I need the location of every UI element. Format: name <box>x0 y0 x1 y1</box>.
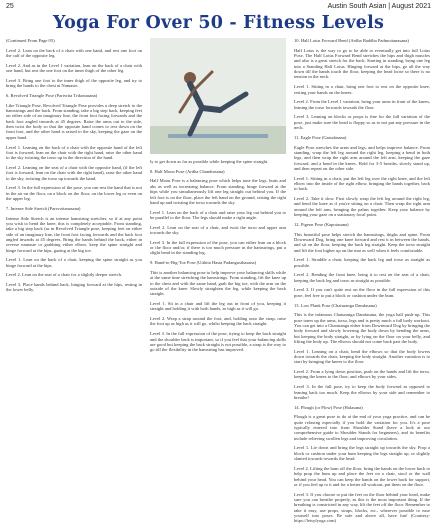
yoga-pose-photo <box>150 38 286 154</box>
article-paragraph: Level 3. Place hands behind back, hinging forward at the hips, resting in the lower belly. <box>6 282 142 293</box>
article-paragraph: Level 1. Straddle a chair, keeping the back leg and torso as straight as possible. <box>294 257 430 268</box>
article-column-1 <box>6 38 142 474</box>
article-paragraph: This beautiful pose helps stretch the hamstrings, thighs and spine. From Downward Dog, bring one knee forward and rest it in between the hands, and sit on the floor, keeping the back leg straight. Keep the torso straight and lift the foot higher up on the mat as well when it feels comfortable. <box>294 231 430 253</box>
article-paragraph: Level 3. Bring one foot to the inner thigh of the opposite leg, and try to bring the hands to the chest at Namaste. <box>6 77 142 89</box>
article-paragraph: Level 3. In the full expression of the pose, trying to keep the back straight and the shoulder back is important, so if you feel that your balancing skills are good but keeping the back straight is not possible, a strap is the way to go till the flexibility in the hamstring has improved. <box>150 331 286 353</box>
article-paragraph: Level 2. Leaning on the seat of a chair with the opposite hand, (if the left foot is forward, lean on the chair with the right hand), raise the other hand to the sky, twisting the torso up towards the hand. <box>6 164 142 181</box>
article-paragraph: Level 2. Lifting the bum off the floor, bring the hands on the lower back to help prop the bum up and place the feet on a chair, stool or the wall behind your head. You can keep the hands on the lower back for support, or if you feel up to it and for a better all workout, put them on the floor. <box>294 465 430 487</box>
article-paragraph: Level 2. Lean on the seat of a chair for a slightly deeper stretch. <box>6 272 123 278</box>
article-paragraph: Level 1. Sitting in a chair, bring one foot to rest on the opposite knee, resting your hands on the knees. <box>294 84 430 95</box>
article-paragraph: 14. Plough (or Plow) Pose (Halasana) <box>294 404 363 410</box>
article-paragraph: Level 3. If you can't quite rest on the floor in the full expression of this pose, feel free to put a block or cushion under the bum. <box>294 287 430 298</box>
article-paragraph: Level 2. Lean on the back of a chair with one hand, and rest one foot on the calf of the opposite leg. <box>6 47 142 59</box>
article-paragraph: Intense Side Stretch is an intense hamstring stretcher, so if at any point you wish to bend the knee, this is completely acceptable. From standing, take a big step back (as in Revolved Triangle pose, keeping feet on either side of an imaginary line, the front foot facing forwards and the back foot angled inwards at 45 degrees. Bring the hands behind the back, either in reverse namaste or grabbing either elbow, keep the spine straight and hinge forward at the hips, gazing at the big toe. <box>6 215 142 253</box>
article-paragraph: 7. Intense Side Stretch (Parsvottanasana) <box>6 205 81 211</box>
article-paragraph: Level 2. Take it slow. First slowly wrap the left leg around the right leg, and bend the knee as if you're sitting on a chair. Then wrap the right arm around the left arm, bringing the palms together. Keep your balance by keeping your gaze on a stationary focal point. <box>294 196 430 218</box>
article-paragraph: Level 2. Wrap a strap around the foot, and, holding onto the strap, raise the foot up as high as it will go, whilst keeping the back straight. <box>150 316 286 327</box>
article-paragraph: Level 1. Sitting in a chair, put the left leg over the right knee, and the left elbow into the inside of the right elbow, bringing the hands together, back to back. <box>294 175 430 192</box>
article-paragraph: Half Lotus is the way to go to be able to eventually get into full Lotus Pose. The Half Lotus Forward Bend stretches the hips and thigh muscles and also is a great stretch for the back. Starting in standing, bring one leg into a Standing Half Lotus. Hinging forward at the hips, go all the way down till the hands touch the floor, keeping the head loose so there is no tension in the neck. <box>294 47 430 80</box>
article-paragraph: 13. Low Plank Pose (Chaturanga Dandasana) <box>294 302 377 308</box>
article-paragraph: Level 2. Bending the front knee, bring it to rest on the seat of a chair, keeping the back leg and torso as straight as possible. <box>294 272 430 283</box>
article-paragraph: Level 1. Lean on the back of a chair and raise your leg out behind you to be parallel to the floor. The legs should make a right angle. <box>150 209 286 220</box>
article-paragraph: 11. Eagle Pose (Garudasana) <box>294 134 347 140</box>
article-paragraph: Level 1. Lie down and bring the legs straight up towards the sky. Prop a block or cushion under your bum keeping the legs straight up, or slightly slanted towards towards the head. <box>294 445 430 462</box>
article-paragraph: Half Moon Pose is a balancing pose which helps tone the legs, butts and abs as well as increasing balance. From standing, hinge forward at the hips while you simultaneously lift one leg straight out behind you. If the left foot is on the floor, place the left hand on the ground, raising the right hand up and twisting the torso towards the sky. <box>150 178 286 205</box>
article-paragraph: Level 3. In the full expression of the pose, you can either lean on a block or the floor and/or, if there is too much pressure in the hamstrings, put a slight bend in the standing leg. <box>150 239 286 256</box>
article-paragraph: Eagle Pose stretches the arms and legs, and helps improve balance. From standing, wrap the left leg around the right leg, keeping a bend in both legs, and then wrap the right arm around the left arm, keeping the gaze forward, and a bend in the knees. Hold for 3-5 breaths, slowly stand up, and then repeat on the other side. <box>294 144 430 171</box>
publication-line: Austin South Asian | August 2021 <box>327 3 431 10</box>
article-paragraph: Like Triangle Pose, Revolved Triangle Pose provides a deep stretch to the hamstrings and the back. From standing, take a big step back, keeping feet on either side of an imaginary line, the front foot facing forwards and the back foot angled inwards at 45 degrees. Raise the arms out to the side, then twist the body so that the opposite hand comes to rest down on the front foot, and the other hand is raised to the sky, keeping the gaze on the upper hand. <box>6 102 142 140</box>
article-column-2 <box>150 38 286 474</box>
article-paragraph: Level 2. From a lying down position, push on the hands and lift the torso, keeping the knees to the floor, and elbows by your sides. <box>294 369 430 380</box>
article-paragraph: 12. Pigeon Pose (Kapotasana) <box>294 221 349 227</box>
article-column-3 <box>294 38 430 524</box>
page-number: 25 <box>6 3 14 10</box>
article-title: Yoga For Over 50 - Fitness Levels <box>52 13 385 33</box>
article-paragraph: Level 2. Lean on the seat of a chair, and twist the torso and upper arm towards the sky. <box>150 224 286 235</box>
article-paragraph: (Continued From Page 05) <box>6 38 55 43</box>
article-paragraph: Level 1. Lean on the back of a chair, keeping the spine straight as you hinge forward at the hips. <box>6 257 142 268</box>
yoga-pose-illustration <box>150 38 286 154</box>
article-paragraph: Level 1. Leaning on the back of a chair with the opposite hand of the left foot is forward, lean on the chair with the right hand, raise the other hand to the sky twisting the torso up in the direction of the hand. <box>6 144 142 161</box>
article-paragraph: Level 3. If you choose to put the feet on the floor behind your head, make sure you can breathe properly, as this is the most important thing. If the breathing is constricted in any way, lift the feet off the floor. Remember to take it easy, use props, straps, blocks, etc., wherever possible to ease yourself into poses. Be safe and above all, have fun! (Courtesy: https://letsyfyoga.com) <box>294 491 430 524</box>
article-paragraph: 9. Hand-to-Big-Toe Pose (Utthita Hasta Padangusthasana) <box>150 260 257 266</box>
article-paragraph: Level 1. Leaning on a chair, bend the elbows so that the body lowers down towards the chair, keeping the body straight. Another variation is to start by bringing the knees to the floor. <box>294 348 430 365</box>
article-paragraph: This is the infamous Chaturanga Dandasana, the yoga half push-up. This pose tones up the arms, torso, legs and is pretty much a full body workout. You can get into a Chaturanga either from Downward Dog by bringing the body forward and slowly lowering the body down by bending the arms, but keeping the body straight, or by lying on the floor on your belly, and lifting the body up. The elbows should not come back past the body. <box>294 312 430 344</box>
article-paragraph: This is another balancing pose to help improve your balancing skills while at the same time stretching the hamstrings. From standing, lift the knee up to the chest and with the same hand, grab the big toe, with the arm on the outside of the knee. Slowly straighten the leg, while keeping the back straight. <box>150 269 286 297</box>
article-paragraph: Level 3. In the full expression of the pose, you can rest the hand that is not in the air on the floor, on a block on the floor, on the lower leg or even on the upper leg. <box>6 185 142 202</box>
article-paragraph: Plough is a great pose to do at the end of your yoga practice, and can be quite relaxing especially if you hold the variation for you. It's a pose typically entered into from Shoulder Stand (have a look at our comprehensive guide to Shoulder Stands for beginners), and its benefits include relieving swollen legs and improving circulation. <box>294 414 430 441</box>
article-paragraph: Level 2. And as in the Level 1 variation, lean on the back of a chair with one hand, but rest the one foot on the inner thigh of the other leg. <box>6 62 142 74</box>
article-paragraph: 8. Half Moon Pose (Ardha Chandrasana) <box>150 168 225 174</box>
article-paragraph: Level 3. In the full pose, try to keep the body forward as opposed to leaning back too much. Keep the elbows by your side and remember to breathe! <box>294 384 430 400</box>
article-paragraph: Level 1. Sit in a chair and lift the leg out in front of you, keeping it straight and holding it with both hands, as high as it will go. <box>150 301 286 312</box>
article-paragraph: Level 3. Leaning on blocks or props is fine for the full variation of the pose, just make sure the head is floppy so as to not put any pressure in the neck. <box>294 114 430 131</box>
page-header <box>6 3 431 13</box>
article-paragraph: ly to get down as far as possible while keeping the spine straight. <box>150 159 269 164</box>
article-paragraph: 10. Half Lotus Forward Bend (Ardha Baddha Padmottanasana) <box>294 38 409 43</box>
article-paragraph: 6. Revolved Triangle Pose (Parivrtta Trikonasana) <box>6 92 98 98</box>
article-paragraph: Level 2. From the Level 1 variation, bring your arms in front of the knees, leaning the torso forwards towards the floor. <box>294 99 430 110</box>
